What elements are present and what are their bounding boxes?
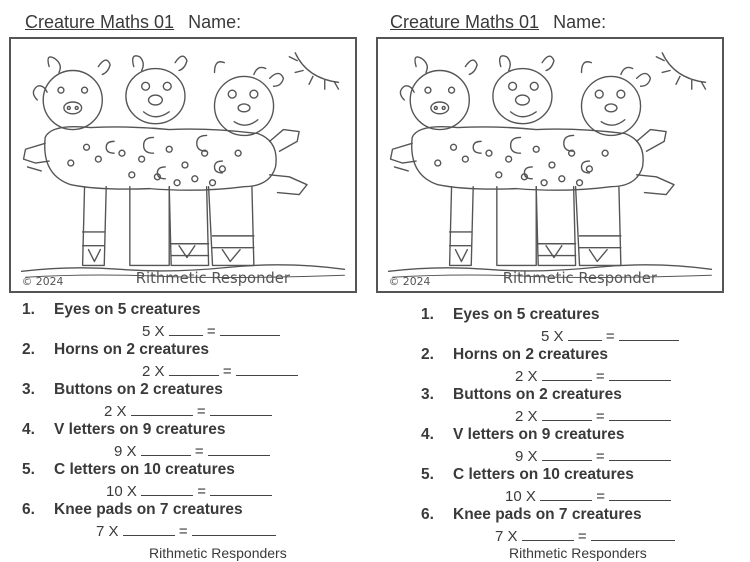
creature-illustration [376,37,724,293]
equals-sign: = [595,448,605,465]
equals-sign: = [596,488,605,505]
artist-signature: Rithmetic Responder [502,270,657,288]
equals-sign: = [178,523,188,540]
answer-blank-factor[interactable] [169,321,203,336]
problem-number: 6. [22,501,35,518]
creature-illustration [9,37,357,293]
problem-item [421,346,679,386]
name-label: Name: [553,12,607,32]
problem-number: 1. [22,301,35,318]
problem-number: 5. [22,461,35,478]
answer-blank-product[interactable] [609,366,671,381]
creature-drawing [378,39,722,291]
problem-question: C letters on 10 creatures [54,461,235,478]
problem-item [421,306,679,346]
problem-item [22,381,298,421]
equals-sign: = [595,368,605,385]
artist-signature: Rithmetic Responder [135,270,290,288]
problem-question: Horns on 2 creatures [453,346,609,363]
problem-item [22,341,298,381]
answer-blank-factor[interactable] [522,526,574,541]
equals-sign: = [197,483,206,500]
copyright-mark: © 2024 [388,275,431,289]
answer-blank-factor[interactable] [542,446,592,461]
problem-number: 3. [421,386,434,403]
problem-number: 2. [421,346,434,363]
problem-question: Knee pads on 7 creatures [54,501,243,518]
answer-blank-product[interactable] [609,406,671,421]
problem-number: 4. [421,426,434,443]
answer-blank-factor[interactable] [169,361,219,376]
answer-blank-factor[interactable] [141,481,193,496]
problem-number: 4. [22,421,35,438]
problem-number: 6. [421,506,434,523]
equals-sign: = [595,408,605,425]
multiplier: 7 X [495,528,518,545]
problem-number: 5. [421,466,434,483]
problem-question: C letters on 10 creatures [453,466,634,483]
answer-blank-factor[interactable] [540,486,592,501]
problem-item [22,501,298,541]
multiplier: 2 X [104,403,127,420]
multiplier: 9 X [515,448,538,465]
footer-credit: Rithmetic Responders [149,545,287,561]
answer-blank-product[interactable] [619,326,679,341]
answer-blank-product[interactable] [210,401,272,416]
answer-blank-factor[interactable] [141,441,191,456]
answer-blank-factor[interactable] [131,401,193,416]
answer-blank-product[interactable] [609,486,671,501]
header [390,12,606,33]
problem-question: V letters on 9 creatures [453,426,625,443]
answer-blank-factor[interactable] [568,326,602,341]
answer-blank-product[interactable] [208,441,270,456]
multiplier: 5 X [541,328,564,345]
equals-sign: = [605,328,615,345]
creature-drawing [11,39,355,291]
worksheet-right [375,0,750,562]
header [25,12,241,33]
problem-number: 3. [22,381,35,398]
equals-sign: = [196,403,206,420]
problem-number: 2. [22,341,35,358]
problem-item [421,506,679,546]
problem-question: Buttons on 2 creatures [453,386,622,403]
answer-blank-product[interactable] [210,481,272,496]
multiplier: 10 X [505,488,536,505]
problem-list [421,306,679,546]
answer-blank-product[interactable] [609,446,671,461]
footer-credit: Rithmetic Responders [509,545,647,561]
problem-question: Eyes on 5 creatures [54,301,201,318]
answer-blank-product[interactable] [192,521,276,536]
answer-blank-product[interactable] [220,321,280,336]
answer-blank-factor[interactable] [542,406,592,421]
multiplier: 7 X [96,523,119,540]
worksheet-title: Creature Maths 01 [390,12,540,32]
problem-item [421,426,679,466]
copyright-mark: © 2024 [21,275,64,289]
answer-blank-factor[interactable] [123,521,175,536]
equals-sign: = [194,443,204,460]
problem-question: Eyes on 5 creatures [453,306,600,323]
multiplier: 5 X [142,323,165,340]
equals-sign: = [577,528,587,545]
problem-number: 1. [421,306,434,323]
multiplier: 10 X [106,483,137,500]
worksheet-title: Creature Maths 01 [25,12,175,32]
problem-item [421,386,679,426]
problem-item [22,461,298,501]
problem-question: V letters on 9 creatures [54,421,226,438]
equals-sign: = [222,363,232,380]
problem-item [421,466,679,506]
multiplier: 9 X [114,443,137,460]
problem-list [22,301,298,541]
multiplier: 2 X [515,368,538,385]
problem-question: Buttons on 2 creatures [54,381,223,398]
name-label: Name: [188,12,242,32]
answer-blank-product[interactable] [591,526,675,541]
multiplier: 2 X [142,363,165,380]
answer-blank-factor[interactable] [542,366,592,381]
problem-item [22,301,298,341]
problem-question: Horns on 2 creatures [54,341,210,358]
problem-item [22,421,298,461]
equals-sign: = [206,323,216,340]
multiplier: 2 X [515,408,538,425]
problem-question: Knee pads on 7 creatures [453,506,642,523]
answer-blank-product[interactable] [236,361,298,376]
